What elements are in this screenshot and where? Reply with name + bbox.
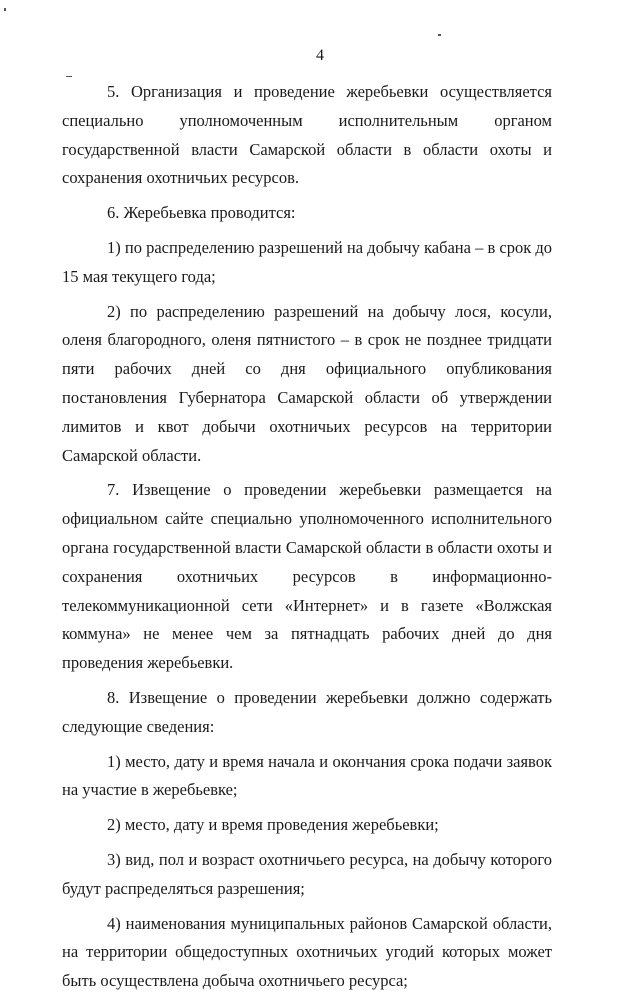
- paragraph-8-item-3: 3) вид, пол и возраст охотничьего ресурса, на добычу которого будут распределяться разрешения;: [62, 849, 552, 898]
- paragraph-7: 7. Извещение о проведении жеребьевки размещается на официальном сайте специально уполномоченного исполнительного органа государственной власти Самарской области в области охоты и сохранения охотничьих ресурсов в информационно-телекоммуникационной сети «Интернет» и в газете «Волжская коммуна» не менее чем за пятнадцать рабочих дней до дня проведения жеребьевки.: [62, 480, 552, 673]
- scan-speck: [66, 76, 72, 77]
- paragraph-6-item-1: 1) по распределению разрешений на добычу кабана – в срок до 15 мая текущего года;: [62, 237, 552, 286]
- paragraph-8-item-1: 1) место, дату и время начала и окончания срока подачи заявок на участие в жеребьевке;: [62, 751, 552, 800]
- paragraph-8-item-4: 4) наименования муниципальных районов Самарской области, на территории общедоступных охотничьих угодий которых может быть осуществлена добыча охотничьего ресурса;: [62, 913, 552, 991]
- scan-speck: [4, 8, 6, 11]
- paragraph-8: 8. Извещение о проведении жеребьевки должно содержать следующие сведения:: [62, 687, 552, 736]
- paragraph-5: 5. Организация и проведение жеребьевки осуществляется специально уполномоченным исполнительным органом государственной власти Самарской области в области охоты и сохранения охотничьих ресурсов.: [62, 82, 552, 188]
- page-number: 4: [316, 47, 324, 64]
- paragraph-6-item-2: 2) по распределению разрешений на добычу лося, косули, оленя благородного, оленя пятнистого – в срок не позднее тридцати пяти рабочих дней со дня официального опубликования постановления Губернатора Самарской области об утверждении лимитов и квот добычи охотничьих ресурсов на территории Самарской области.: [62, 301, 552, 465]
- paragraph-6: 6. Жеребьевка проводится:: [107, 203, 296, 223]
- scan-speck: [438, 34, 441, 36]
- paragraph-8-item-2: 2) место, дату и время проведения жеребьевки;: [107, 815, 439, 835]
- document-body: [62, 78, 552, 996]
